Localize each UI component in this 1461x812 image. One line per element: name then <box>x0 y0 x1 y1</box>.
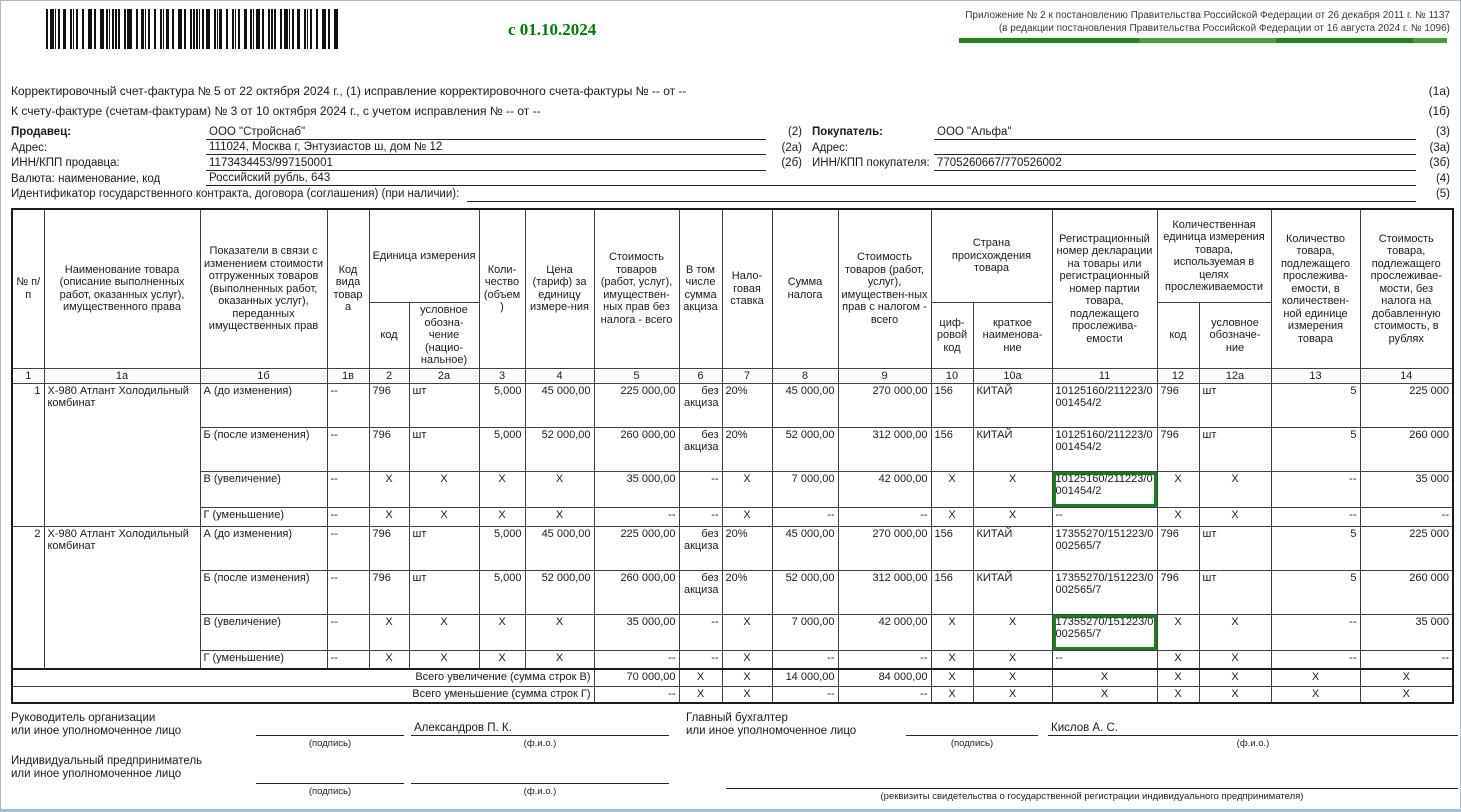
accountant-name: Кислов А. С. <box>1051 722 1118 735</box>
table-cell: шт <box>1199 427 1271 471</box>
col-header-cost-with-tax: Стоимость товаров (работ, услуг), имуществен-ных прав с налогом - всего <box>838 209 931 369</box>
table-cell: X <box>1157 650 1199 669</box>
table-cell: 156 <box>931 526 973 570</box>
col-header-unit-symbol: условное обозна-чение (нацио-нальное) <box>409 303 479 369</box>
buyer-address-label: Адрес: <box>812 141 849 154</box>
table-cell: X <box>973 507 1052 526</box>
traceability-reg-number-highlighted[interactable]: 17355270/151223/0002565/7 <box>1052 614 1157 650</box>
table-cell: X <box>679 686 722 703</box>
table-cell: X <box>1360 669 1453 686</box>
table-cell: 796 <box>369 570 409 614</box>
table-header <box>12 209 1453 384</box>
director-name-line <box>411 718 669 736</box>
table-body <box>12 383 1453 703</box>
line-label: Б (после изменения) <box>200 427 327 471</box>
accountant-name-line <box>1048 718 1458 736</box>
name-caption: (ф.и.о.) <box>1236 738 1270 750</box>
col-header-reg-number: Регистрационный номер декларации на товары или регистрационный номер партии товара, подлежащего прослежива-емости <box>1052 209 1157 369</box>
table-cell: 225 000,00 <box>594 383 679 427</box>
col-header-trace-cost: Стоимость товара, подлежащего прослеживае-мости, без налога на добавленную стоимость, в рублях <box>1360 209 1453 369</box>
table-cell: -- <box>1271 507 1360 526</box>
director-name: Александров П. К. <box>414 722 512 735</box>
seller-inn-label: ИНН/КПП продавца: <box>11 157 120 170</box>
col-header-trace-quantity: Количество товара, подлежащего прослежива-емости, в количествен-ной единице измерения товара <box>1271 209 1360 369</box>
table-cell: 17355270/151223/0002565/7 <box>1052 526 1157 570</box>
table-cell: X <box>479 614 525 650</box>
table-cell: X <box>1199 507 1271 526</box>
col-num: 8 <box>772 368 838 383</box>
col-num: 7 <box>722 368 772 383</box>
ref-3: (3) <box>1435 126 1450 139</box>
table-cell: -- <box>327 507 369 526</box>
table-cell: 52 000,00 <box>525 427 594 471</box>
table-cell: X <box>479 650 525 669</box>
table-cell: 45 000,00 <box>772 526 838 570</box>
table-cell: X <box>409 650 479 669</box>
table-cell: 312 000,00 <box>838 570 931 614</box>
totals-label: Всего уменьшение (сумма строк Г) <box>12 686 594 703</box>
col-header-unit-code: код <box>369 303 409 369</box>
table-cell: -- <box>327 383 369 427</box>
seller-address-value: 111024, Москва г, Энтузиастов ш, дом № 12 <box>206 141 766 155</box>
table-cell: -- <box>1052 507 1157 526</box>
table-cell: X <box>479 471 525 507</box>
table-cell: -- <box>327 650 369 669</box>
signature-caption: (подпись) <box>308 738 352 750</box>
table-cell: -- <box>1052 650 1157 669</box>
table-cell: шт <box>409 383 479 427</box>
col-num: 1в <box>327 368 369 383</box>
line-label: Г (уменьшение) <box>200 507 327 526</box>
totals-label: Всего увеличение (сумма строк В) <box>12 669 594 686</box>
table-cell: 14 000,00 <box>772 669 838 686</box>
table-cell: X <box>1360 686 1453 703</box>
table-cell: 796 <box>369 526 409 570</box>
table-cell: без акциза <box>679 570 722 614</box>
table-cell: КИТАЙ <box>973 570 1052 614</box>
table-cell: -- <box>1360 650 1453 669</box>
table-cell: X <box>1157 614 1199 650</box>
table-cell: -- <box>594 686 679 703</box>
green-underline-rule <box>959 38 1447 43</box>
table-cell: X <box>722 650 772 669</box>
table-cell: -- <box>1271 650 1360 669</box>
col-num: 6 <box>679 368 722 383</box>
ref-2a: (2а) <box>781 141 802 154</box>
table-cell: 5 <box>1271 570 1360 614</box>
table-cell: X <box>1199 471 1271 507</box>
table-cell: 45 000,00 <box>525 383 594 427</box>
product-line-row <box>12 471 1453 507</box>
table-cell: 45 000,00 <box>525 526 594 570</box>
col-header-cost-without-tax: Стоимость товаров (работ, услуг), имуществен-ных прав без налога - всего <box>594 209 679 369</box>
col-num: 10 <box>931 368 973 383</box>
table-cell: 225 000 <box>1360 526 1453 570</box>
table-cell: X <box>722 686 772 703</box>
table-cell: 5 <box>1271 383 1360 427</box>
table-cell: X <box>931 471 973 507</box>
table-cell: 260 000,00 <box>594 570 679 614</box>
table-cell: 45 000,00 <box>772 383 838 427</box>
ref-5: (5) <box>1435 188 1450 201</box>
line-label: А (до изменения) <box>200 383 327 427</box>
entrepreneur-label: Индивидуальный предприниматель или иное уполномоченное лицо <box>11 755 203 781</box>
table-cell: 5,000 <box>479 427 525 471</box>
table-cell: 5,000 <box>479 383 525 427</box>
legal-note-line1: Приложение № 2 к постановлению Правительства Российской Федерации от 26 декабря 2011 г. № 1137 <box>965 10 1450 21</box>
table-cell: 260 000 <box>1360 427 1453 471</box>
product-line-row <box>12 427 1453 471</box>
table-cell: X <box>1199 650 1271 669</box>
signature-caption: (подпись) <box>950 738 994 750</box>
invoice-title-line1: Корректировочный счет-фактура № 5 от 22 октября 2024 г., (1) исправление корректировочного счета-фактуры № -- от -- <box>11 84 687 98</box>
col-num: 2а <box>409 368 479 383</box>
seller-inn-value: 1173434453/997150001 <box>206 157 766 171</box>
table-cell: -- <box>772 686 838 703</box>
table-cell: 225 000 <box>1360 383 1453 427</box>
col-header-quantity: Коли-чество (объем) <box>479 209 525 369</box>
item-number: 1 <box>12 383 44 526</box>
table-cell: X <box>1199 686 1271 703</box>
table-cell: -- <box>594 650 679 669</box>
table-cell: 796 <box>1157 383 1199 427</box>
document-titles <box>11 81 1450 121</box>
table-cell: -- <box>327 427 369 471</box>
table-cell: X <box>722 669 772 686</box>
table-cell: 156 <box>931 570 973 614</box>
line-label: В (увеличение) <box>200 471 327 507</box>
table-cell: -- <box>838 650 931 669</box>
table-cell: -- <box>1271 471 1360 507</box>
table-cell: 225 000,00 <box>594 526 679 570</box>
product-line-row <box>12 526 1453 570</box>
col-num: 1 <box>12 368 44 383</box>
line-label: В (увеличение) <box>200 614 327 650</box>
table-cell: шт <box>409 526 479 570</box>
col-header-country-code: циф-ровой код <box>931 303 973 369</box>
table-cell: 52 000,00 <box>772 570 838 614</box>
director-signature-line <box>256 718 404 736</box>
table-cell: X <box>525 507 594 526</box>
table-cell: -- <box>1360 507 1453 526</box>
col-header-kind-code: Код вида товара <box>327 209 369 369</box>
table-cell: -- <box>327 614 369 650</box>
barcode <box>46 9 338 49</box>
table-cell: 35 000,00 <box>594 471 679 507</box>
table-cell: без акциза <box>679 427 722 471</box>
table-cell: 156 <box>931 383 973 427</box>
col-num: 1а <box>44 368 200 383</box>
buyer-name-value: ООО "Альфа" <box>934 126 1416 140</box>
table-cell: 42 000,00 <box>838 614 931 650</box>
name-caption: (ф.и.о.) <box>523 786 557 798</box>
registration-requisites-caption: (реквизиты свидетельства о государственной регистрации индивидуального предпринимателя) <box>880 791 1304 803</box>
table-cell: 84 000,00 <box>838 669 931 686</box>
table-cell: шт <box>409 570 479 614</box>
table-cell: -- <box>594 507 679 526</box>
table-cell: X <box>1052 669 1157 686</box>
signatures-section <box>11 710 1450 812</box>
table-cell: X <box>369 507 409 526</box>
table-cell: X <box>1271 669 1360 686</box>
entrepreneur-name-line <box>411 766 669 784</box>
table-cell: -- <box>772 650 838 669</box>
parties-section <box>11 124 1450 202</box>
ref-2b: (2б) <box>781 157 802 170</box>
ref-1a: (1а) <box>1428 84 1450 98</box>
item-name: Х-980 Атлант Холодильный комбинат <box>44 383 200 526</box>
ref-3a: (3а) <box>1429 141 1450 154</box>
product-line-row <box>12 507 1453 526</box>
col-header-tax-rate: Нало-говая ставка <box>722 209 772 369</box>
table-cell: 5,000 <box>479 526 525 570</box>
table-cell: X <box>369 650 409 669</box>
table-cell: -- <box>838 686 931 703</box>
table-cell: 796 <box>369 383 409 427</box>
table-cell: X <box>973 614 1052 650</box>
table-cell: 796 <box>1157 427 1199 471</box>
table-cell: 20% <box>722 383 772 427</box>
table-cell: X <box>722 614 772 650</box>
table-cell: без акциза <box>679 383 722 427</box>
col-header-trace-unit-symbol: условное обозначе-ние <box>1199 303 1271 369</box>
table-cell: 17355270/151223/0002565/7 <box>1052 570 1157 614</box>
col-header-change-indicators: Показатели в связи с изменением стоимости отгруженных товаров (выполненных работ, оказанных услуг), переданных имущественных прав <box>200 209 327 369</box>
table-cell: 10125160/211223/0001454/2 <box>1052 427 1157 471</box>
col-num: 2 <box>369 368 409 383</box>
table-cell: X <box>1157 507 1199 526</box>
table-cell: X <box>931 686 973 703</box>
table-cell: КИТАЙ <box>973 383 1052 427</box>
table-cell: X <box>1199 669 1271 686</box>
col-header-item-name: Наименование товара (описание выполненных работ, оказанных услуг), имущественного права <box>44 209 200 369</box>
col-header-country-name: краткое наименова-ние <box>973 303 1052 369</box>
line-label: А (до изменения) <box>200 526 327 570</box>
accountant-signature-line <box>906 718 1038 736</box>
table-cell: -- <box>838 507 931 526</box>
col-header-tax-sum: Сумма налога <box>772 209 838 369</box>
table-cell: 5,000 <box>479 570 525 614</box>
table-cell: X <box>1052 686 1157 703</box>
table-cell: X <box>409 471 479 507</box>
col-num: 12а <box>1199 368 1271 383</box>
table-cell: X <box>1157 669 1199 686</box>
table-cell: X <box>1157 471 1199 507</box>
table-cell: -- <box>679 614 722 650</box>
table-cell: 260 000,00 <box>594 427 679 471</box>
table-cell: 35 000,00 <box>594 614 679 650</box>
table-cell: -- <box>327 570 369 614</box>
table-cell: 20% <box>722 427 772 471</box>
col-header-unit: Единица измерения <box>369 209 479 303</box>
table-cell: шт <box>1199 383 1271 427</box>
registration-requisites-line <box>726 771 1458 789</box>
buyer-label: Покупатель: <box>812 126 884 139</box>
table-cell: X <box>1271 686 1360 703</box>
item-name: Х-980 Атлант Холодильный комбинат <box>44 526 200 669</box>
col-num: 9 <box>838 368 931 383</box>
line-label: Б (после изменения) <box>200 570 327 614</box>
table-cell: -- <box>1271 614 1360 650</box>
table-cell: 7 000,00 <box>772 471 838 507</box>
signature-caption: (подпись) <box>308 786 352 798</box>
column-number-row <box>12 368 1453 383</box>
col-num: 12 <box>1157 368 1199 383</box>
table-cell: X <box>369 471 409 507</box>
table-cell: X <box>525 650 594 669</box>
col-header-excise: В том числе сумма акциза <box>679 209 722 369</box>
director-label: Руководитель организации или иное уполномоченное лицо <box>11 712 182 738</box>
table-cell: 42 000,00 <box>838 471 931 507</box>
accountant-label: Главный бухгалтер или иное уполномоченное лицо <box>686 712 857 738</box>
currency-value: Российский рубль, 643 <box>206 172 1416 186</box>
invoice-title-line2: К счету-фактуре (счетам-фактурам) № 3 от 10 октября 2024 г., с учетом исправления № -- от -- <box>11 104 541 118</box>
table-cell: 270 000,00 <box>838 383 931 427</box>
table-cell: X <box>973 669 1052 686</box>
line-label: Г (уменьшение) <box>200 650 327 669</box>
legal-note <box>965 9 1450 35</box>
col-num: 1б <box>200 368 327 383</box>
legal-note-line2: (в редакции постановления Правительства Российской Федерации от 16 августа 2024 г. № 1096) <box>998 23 1450 34</box>
item-number: 2 <box>12 526 44 669</box>
col-num: 13 <box>1271 368 1360 383</box>
buyer-inn-value: 7705260667/770526002 <box>934 157 1416 171</box>
col-num: 14 <box>1360 368 1453 383</box>
table-cell: X <box>409 507 479 526</box>
table-cell: 796 <box>1157 570 1199 614</box>
table-cell: -- <box>679 471 722 507</box>
table-cell: 5 <box>1271 526 1360 570</box>
entrepreneur-signature-line <box>256 766 404 784</box>
col-header-price: Цена (тариф) за единицу измере-ния <box>525 209 594 369</box>
table-cell: X <box>973 686 1052 703</box>
totals-row <box>12 669 1453 686</box>
table-cell: 796 <box>1157 526 1199 570</box>
table-cell: 260 000 <box>1360 570 1453 614</box>
table-cell: 35 000 <box>1360 471 1453 507</box>
table-cell: X <box>931 507 973 526</box>
col-num: 3 <box>479 368 525 383</box>
ref-4: (4) <box>1435 172 1450 185</box>
product-line-row <box>12 570 1453 614</box>
product-line-row <box>12 383 1453 427</box>
name-caption: (ф.и.о.) <box>523 738 557 750</box>
table-cell: шт <box>409 427 479 471</box>
table-cell: -- <box>679 650 722 669</box>
table-cell: 52 000,00 <box>772 427 838 471</box>
col-num: 4 <box>525 368 594 383</box>
table-cell: КИТАЙ <box>973 526 1052 570</box>
table-cell: 35 000 <box>1360 614 1453 650</box>
seller-name-value: ООО "Стройснаб" <box>206 126 766 140</box>
ref-1b: (1б) <box>1428 104 1450 118</box>
col-header-country: Страна происхождения товара <box>931 209 1052 303</box>
buyer-inn-label: ИНН/КПП покупателя: <box>812 157 930 170</box>
table-cell: 10125160/211223/0001454/2 <box>1052 383 1157 427</box>
traceability-reg-number-highlighted[interactable]: 10125160/211223/0001454/2 <box>1052 471 1157 507</box>
table-cell: X <box>973 650 1052 669</box>
table-cell: 52 000,00 <box>525 570 594 614</box>
col-num: 10а <box>973 368 1052 383</box>
buyer-address-value <box>934 141 1416 155</box>
table-cell: -- <box>327 526 369 570</box>
table-cell: -- <box>772 507 838 526</box>
ref-3b: (3б) <box>1429 157 1450 170</box>
table-cell: 20% <box>722 526 772 570</box>
table-cell: X <box>931 650 973 669</box>
seller-label: Продавец: <box>11 126 72 139</box>
table-cell: X <box>1199 614 1271 650</box>
seller-address-label: Адрес: <box>11 141 48 154</box>
product-line-row <box>12 650 1453 669</box>
table-cell: 70 000,00 <box>594 669 679 686</box>
table-cell: X <box>931 614 973 650</box>
table-cell: шт <box>1199 526 1271 570</box>
table-cell: 312 000,00 <box>838 427 931 471</box>
table-cell: -- <box>327 471 369 507</box>
table-cell: X <box>931 669 973 686</box>
table-cell: X <box>973 471 1052 507</box>
col-header-trace-unit-code: код <box>1157 303 1199 369</box>
product-line-row <box>12 614 1453 650</box>
col-header-item-number: № п/п <box>12 209 44 369</box>
table-cell: X <box>409 614 479 650</box>
contract-id-label: Идентификатор государственного контракта, договора (соглашения) (при наличии): <box>11 188 460 201</box>
table-cell: 796 <box>369 427 409 471</box>
table-cell: шт <box>1199 570 1271 614</box>
table-cell: X <box>525 614 594 650</box>
effective-date-stamp: с 01.10.2024 <box>508 20 597 39</box>
table-cell: 20% <box>722 570 772 614</box>
table-cell: X <box>1157 686 1199 703</box>
col-num: 11 <box>1052 368 1157 383</box>
currency-label: Валюта: наименование, код <box>11 172 161 185</box>
table-cell: 5 <box>1271 427 1360 471</box>
table-cell: 156 <box>931 427 973 471</box>
table-cell: X <box>722 471 772 507</box>
table-cell: X <box>525 471 594 507</box>
table-cell: X <box>722 507 772 526</box>
corrective-invoice-table <box>11 208 1454 705</box>
top-bar <box>11 9 1450 65</box>
totals-row <box>12 686 1453 703</box>
table-cell: 270 000,00 <box>838 526 931 570</box>
table-cell: без акциза <box>679 526 722 570</box>
ref-2: (2) <box>787 126 802 139</box>
table-cell: X <box>479 507 525 526</box>
table-cell: -- <box>679 507 722 526</box>
table-cell: КИТАЙ <box>973 427 1052 471</box>
table-cell: X <box>369 614 409 650</box>
col-header-trace-unit: Количественная единица измерения товара, используемая в целях прослеживаемости <box>1157 209 1271 303</box>
table-cell: 7 000,00 <box>772 614 838 650</box>
table-cell: X <box>679 669 722 686</box>
col-num: 5 <box>594 368 679 383</box>
contract-id-value <box>467 188 1416 202</box>
